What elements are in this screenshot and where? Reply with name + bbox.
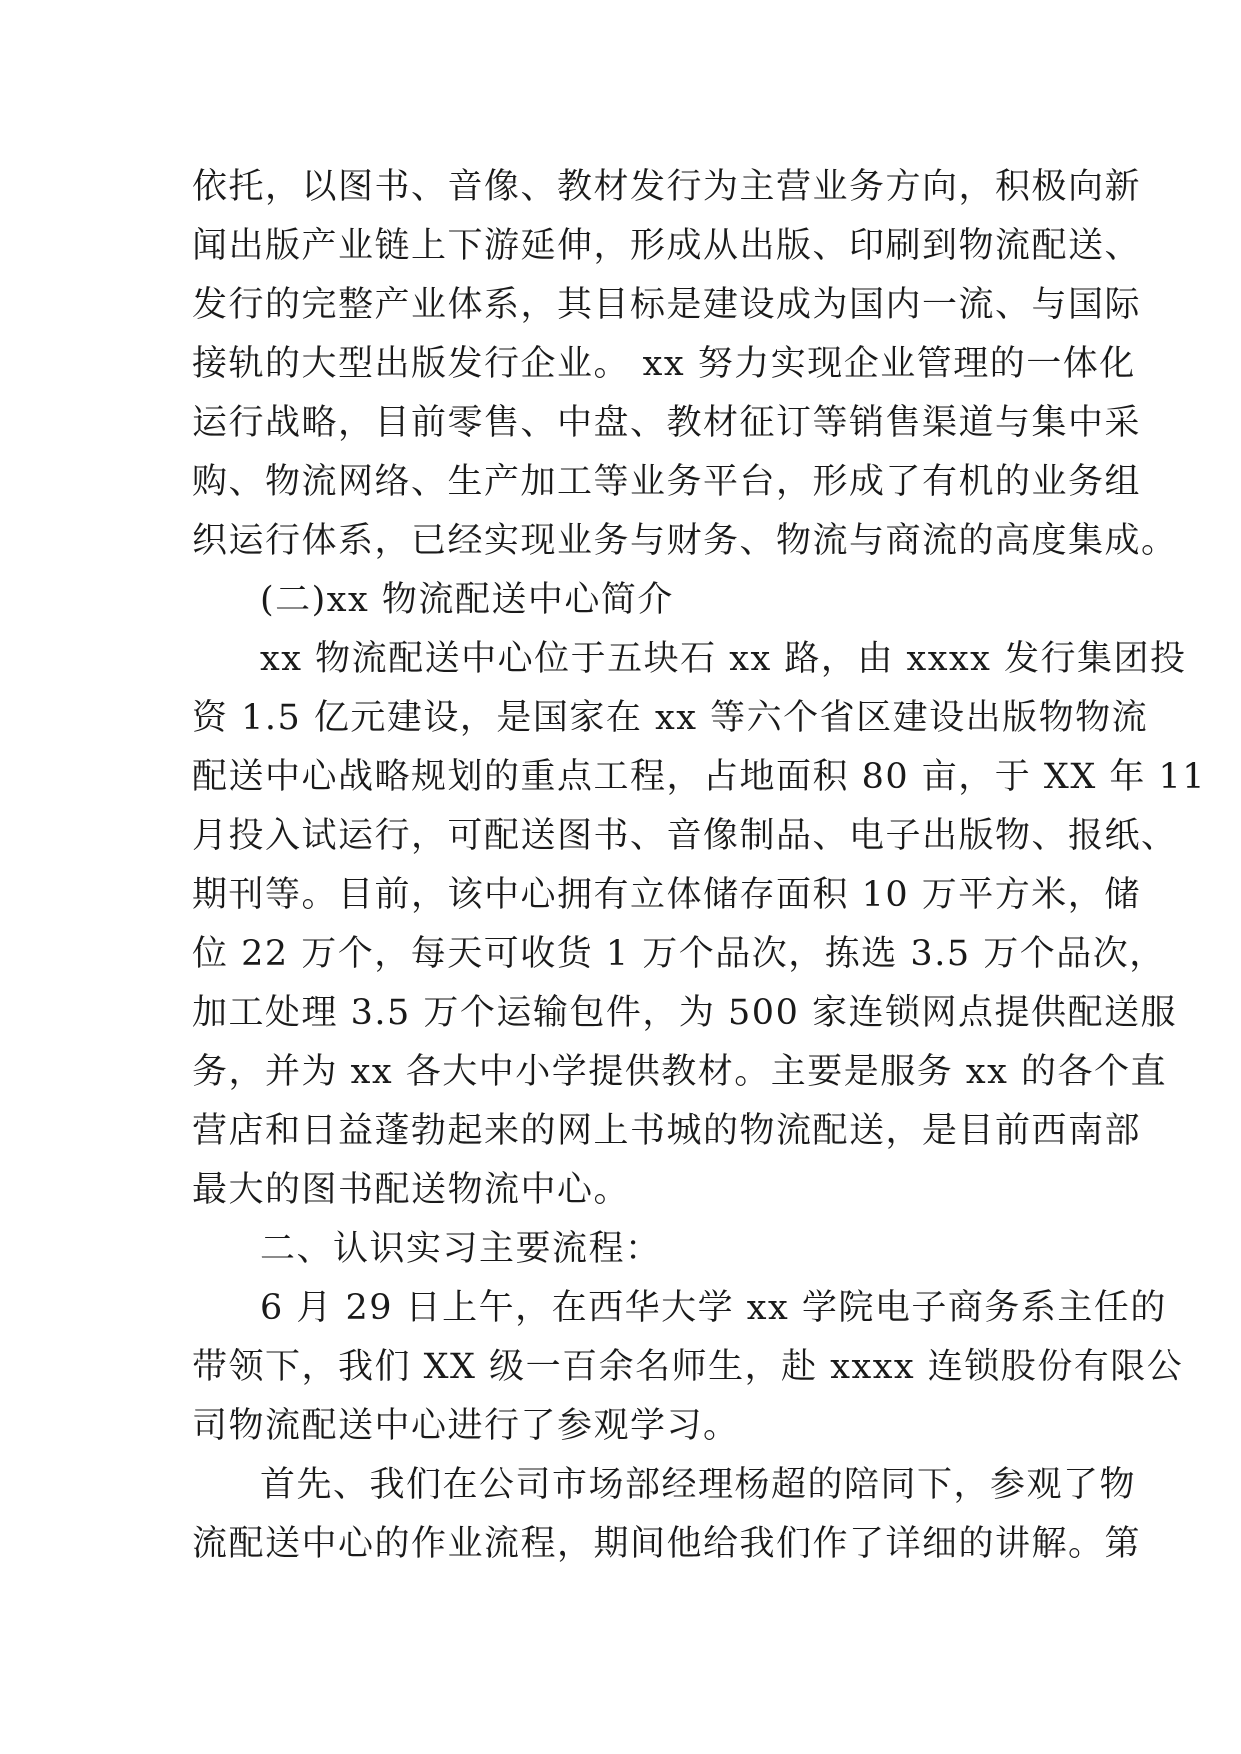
text-line: 资 1.5 亿元建设，是国家在 xx 等六个省区建设出版物物流: [192, 698, 1149, 738]
text-line: 流配送中心的作业流程，期间他给我们作了详细的讲解。第: [192, 1524, 1142, 1564]
section-heading: (二)xx 物流配送中心简介: [260, 580, 674, 620]
text-line: 发行的完整产业体系，其目标是建设成为国内一流、与国际: [192, 285, 1142, 325]
text-line: 织运行体系，已经实现业务与财务、物流与商流的高度集成。: [192, 521, 1178, 561]
body-text: [192, 158, 1207, 1574]
text-line: 接轨的大型出版发行企业。 xx 努力实现企业管理的一体化: [192, 344, 1136, 384]
text-line: 运行战略，目前零售、中盘、教材征订等销售渠道与集中采: [192, 403, 1142, 443]
section-heading: 二、认识实习主要流程：: [260, 1229, 662, 1269]
text-line: 带领下，我们 XX 级一百余名师生，赴 xxxx 连锁股份有限公: [192, 1347, 1184, 1387]
text-line: 月投入试运行，可配送图书、音像制品、电子出版物、报纸、: [192, 816, 1178, 856]
text-line: 务，并为 xx 各大中小学提供教材。主要是服务 xx 的各个直: [192, 1052, 1167, 1092]
text-line: 依托，以图书、音像、教材发行为主营业务方向，积极向新: [192, 167, 1142, 207]
text-line: xx 物流配送中心位于五块石 xx 路，由 xxxx 发行集团投: [260, 639, 1187, 679]
text-line: 营店和日益蓬勃起来的网上书城的物流配送，是目前西南部: [192, 1111, 1142, 1151]
text-line: 购、物流网络、生产加工等业务平台，形成了有机的业务组: [192, 462, 1142, 502]
text-line: 最大的图书配送物流中心。: [192, 1170, 631, 1210]
text-line: 司物流配送中心进行了参观学习。: [192, 1406, 740, 1446]
text-line: 闻出版产业链上下游延伸，形成从出版、印刷到物流配送、: [192, 226, 1142, 266]
text-line: 期刊等。目前，该中心拥有立体储存面积 10 万平方米，储: [192, 875, 1141, 915]
text-line: 位 22 万个，每天可收货 1 万个品次，拣选 3.5 万个品次，: [192, 934, 1166, 974]
text-line: 首先、我们在公司市场部经理杨超的陪同下，参观了物: [260, 1465, 1137, 1505]
text-line: 配送中心战略规划的重点工程，占地面积 80 亩，于 XX 年 11: [192, 757, 1207, 797]
text-line: 6 月 29 日上午，在西华大学 xx 学院电子商务系主任的: [260, 1288, 1167, 1328]
text-line: 加工处理 3.5 万个运输包件，为 500 家连锁网点提供配送服: [192, 993, 1177, 1033]
